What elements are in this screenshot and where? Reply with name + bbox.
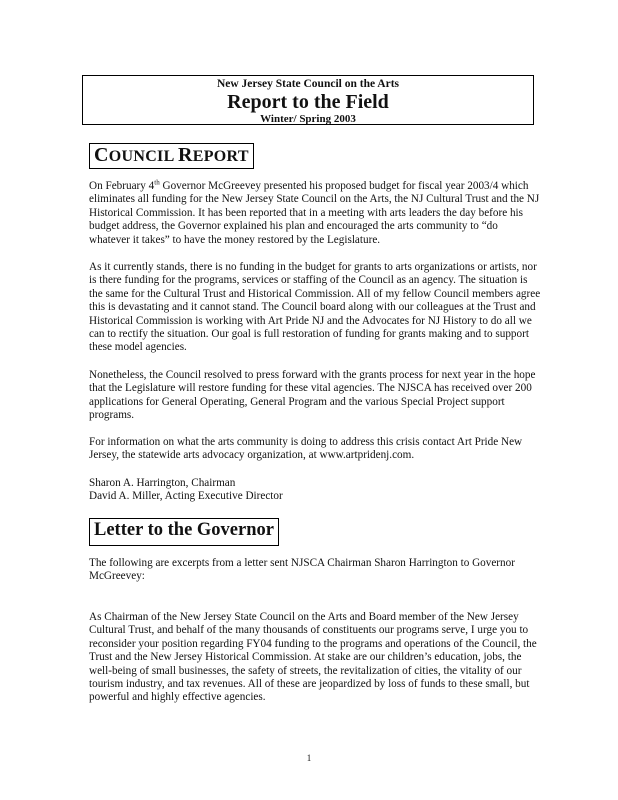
signature-chairman: Sharon A. Harrington, Chairman <box>89 477 236 489</box>
p1-text-b: Governor McGreevey presented his proposed budget for fiscal year 2003/4 which eliminates all funding for the New Jersey State Council on the Arts, the NJ Cultural Trust and the NJ Historical Commission. It has been reported that in a meeting with arts leaders the day before his budget address, the Governor explained his plan and encouraged the arts community to “do whatever it takes” to have the money restored by the Legislature. <box>89 180 540 246</box>
letter-body: As Chairman of the New Jersey State Council on the Arts and Board member of the New Jersey Cultural Trust, and behalf of the many thousands of constituents our programs serve, I urge you to reconsider your position regarding FY04 funding to the programs and operations of the Council, the Trust and the New Jersey Historical Commission. At stake are our children’s education, jobs, the well-being of small businesses, the safety of streets, the revitalization of cities, the vitality of our tourism industry, and tax revenues. All of these are jeopardized by loss of funds to these small, but powerful and highly effective agencies. <box>89 611 537 704</box>
council-paragraph-1 <box>89 180 541 247</box>
edition-label: Winter/ Spring 2003 <box>260 113 356 125</box>
heading-initial-c: C <box>94 144 109 166</box>
heading-part-2: EPORT <box>192 148 249 165</box>
heading-part-1: OUNCIL <box>108 148 178 165</box>
signature-block <box>89 477 541 504</box>
council-paragraph-3: Nonetheless, the Council resolved to press forward with the grants process for next year in the hope that the Legislature will restore funding for these vital agencies. The NJSCA has received over 200 applications for General Operating, General Program and the various Special Project support programs. <box>89 369 536 422</box>
council-paragraph-2: As it currently stands, there is no funding in the budget for grants to arts organizations or artists, nor is there funding for the programs, services or staffing of the Council as an agency. The situation is the same for the Cultural Trust and Historical Commission. All of my fellow Council members agree this is devastating and it cannot stand. The Council board along with our colleagues at the Trust and Historical Commission is working with Art Pride NJ and the Advocates for NJ History to do all we can to rectify the situation. Our goal is full restoration of funding for grants making and to support these model agencies. <box>89 261 541 354</box>
council-paragraph-4: For information on what the arts community is doing to address this crisis contact Art Pride New Jersey, the statewide arts advocacy organization, at www.artpridenj.com. <box>89 436 523 462</box>
p1-superscript: th <box>154 178 160 187</box>
organization-name: New Jersey State Council on the Arts <box>216 78 400 90</box>
p1-text-a: On February 4 <box>89 180 155 192</box>
heading-initial-r: R <box>177 144 193 166</box>
letter-intro: The following are excerpts from a letter sent NJSCA Chairman Sharon Harrington to Governor McGreevey: <box>89 557 515 583</box>
council-report-heading <box>89 143 254 169</box>
letter-heading: Letter to the Governor <box>89 518 279 546</box>
signature-director: David A. Miller, Acting Executive Director <box>89 490 283 503</box>
newsletter-header <box>82 75 534 125</box>
report-title: Report to the Field <box>227 91 389 113</box>
page-number: 1 <box>306 753 312 763</box>
